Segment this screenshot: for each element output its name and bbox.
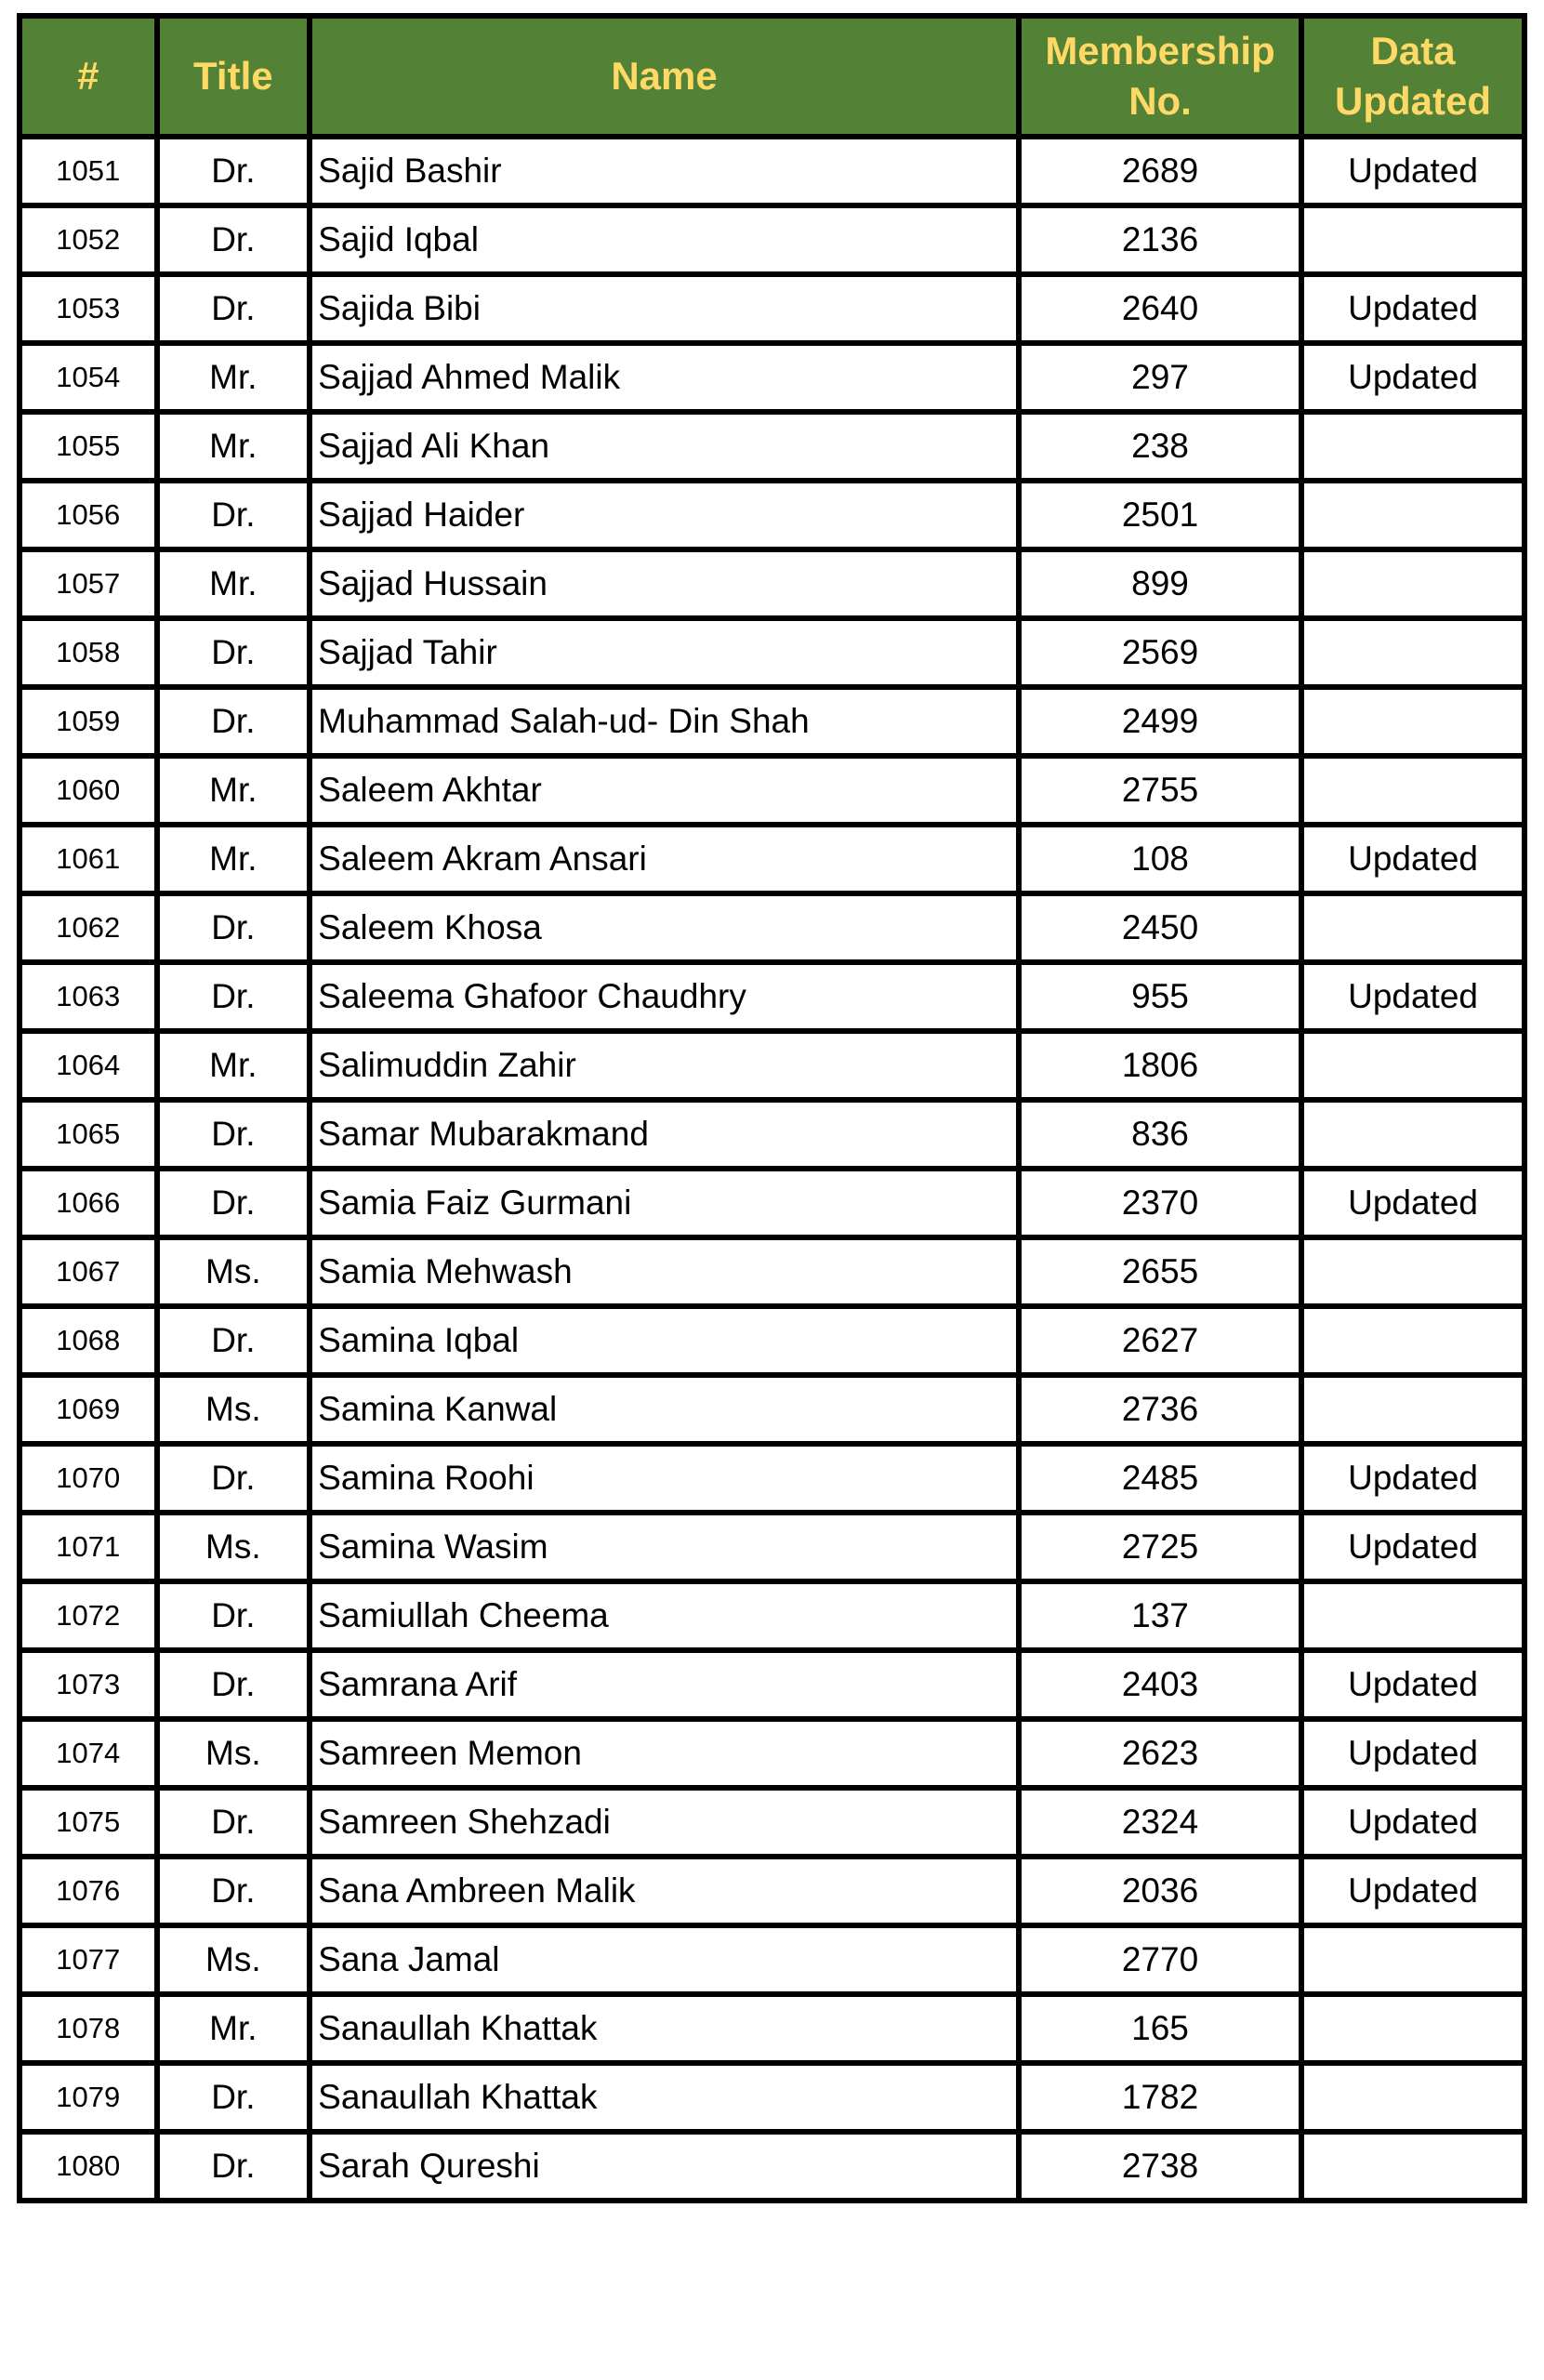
row-name: Samar Mubarakmand bbox=[310, 1100, 1019, 1169]
row-name: Salimuddin Zahir bbox=[310, 1031, 1019, 1100]
row-data-updated bbox=[1301, 1031, 1524, 1100]
row-name: Sana Jamal bbox=[310, 1925, 1019, 1994]
row-name: Sanaullah Khattak bbox=[310, 1994, 1019, 2063]
table-row bbox=[20, 687, 1524, 756]
row-data-updated: Updated bbox=[1301, 274, 1524, 343]
row-membership-no: 2485 bbox=[1019, 1444, 1301, 1513]
table-row bbox=[20, 137, 1524, 205]
row-data-updated bbox=[1301, 205, 1524, 274]
row-number: 1058 bbox=[20, 618, 157, 687]
table-row bbox=[20, 2063, 1524, 2132]
row-title: Ms. bbox=[157, 1375, 310, 1444]
header-title: Title bbox=[157, 16, 310, 137]
row-title: Mr. bbox=[157, 549, 310, 618]
row-title: Dr. bbox=[157, 1788, 310, 1857]
row-number: 1079 bbox=[20, 2063, 157, 2132]
row-membership-no: 2370 bbox=[1019, 1169, 1301, 1237]
row-title: Dr. bbox=[157, 618, 310, 687]
row-name: Sajid Bashir bbox=[310, 137, 1019, 205]
row-data-updated: Updated bbox=[1301, 1444, 1524, 1513]
membership-sheet bbox=[17, 13, 1527, 2203]
table-row bbox=[20, 205, 1524, 274]
table-row bbox=[20, 1237, 1524, 1306]
table-row bbox=[20, 1994, 1524, 2063]
row-number: 1057 bbox=[20, 549, 157, 618]
row-membership-no: 2499 bbox=[1019, 687, 1301, 756]
row-number: 1054 bbox=[20, 343, 157, 412]
table-row bbox=[20, 893, 1524, 962]
row-data-updated bbox=[1301, 756, 1524, 825]
row-name: Sanaullah Khattak bbox=[310, 2063, 1019, 2132]
row-number: 1051 bbox=[20, 137, 157, 205]
table-row bbox=[20, 1650, 1524, 1719]
header-membership-line2: No. bbox=[1128, 79, 1192, 123]
row-membership-no: 2738 bbox=[1019, 2132, 1301, 2201]
row-name: Saleem Akram Ansari bbox=[310, 825, 1019, 893]
row-number: 1077 bbox=[20, 1925, 157, 1994]
row-membership-no: 899 bbox=[1019, 549, 1301, 618]
table-row bbox=[20, 1169, 1524, 1237]
row-number: 1065 bbox=[20, 1100, 157, 1169]
row-number: 1062 bbox=[20, 893, 157, 962]
row-membership-no: 1782 bbox=[1019, 2063, 1301, 2132]
row-number: 1075 bbox=[20, 1788, 157, 1857]
row-membership-no: 238 bbox=[1019, 412, 1301, 481]
row-data-updated bbox=[1301, 481, 1524, 549]
row-membership-no: 2324 bbox=[1019, 1788, 1301, 1857]
row-name: Sajjad Ahmed Malik bbox=[310, 343, 1019, 412]
table-row bbox=[20, 1857, 1524, 1925]
row-membership-no: 2627 bbox=[1019, 1306, 1301, 1375]
row-number: 1053 bbox=[20, 274, 157, 343]
row-number: 1076 bbox=[20, 1857, 157, 1925]
row-name: Samiullah Cheema bbox=[310, 1581, 1019, 1650]
row-name: Saleem Akhtar bbox=[310, 756, 1019, 825]
row-title: Mr. bbox=[157, 1994, 310, 2063]
row-data-updated bbox=[1301, 1375, 1524, 1444]
row-membership-no: 2623 bbox=[1019, 1719, 1301, 1788]
row-title: Dr. bbox=[157, 1100, 310, 1169]
table-row bbox=[20, 1925, 1524, 1994]
row-title: Dr. bbox=[157, 1306, 310, 1375]
row-membership-no: 2770 bbox=[1019, 1925, 1301, 1994]
table-row bbox=[20, 2132, 1524, 2201]
row-name: Sarah Qureshi bbox=[310, 2132, 1019, 2201]
row-title: Dr. bbox=[157, 962, 310, 1031]
table-row bbox=[20, 1581, 1524, 1650]
row-number: 1071 bbox=[20, 1513, 157, 1581]
row-name: Samia Mehwash bbox=[310, 1237, 1019, 1306]
row-title: Dr. bbox=[157, 1857, 310, 1925]
row-membership-no: 2725 bbox=[1019, 1513, 1301, 1581]
row-membership-no: 2655 bbox=[1019, 1237, 1301, 1306]
row-name: Sajjad Hussain bbox=[310, 549, 1019, 618]
row-name: Samina Roohi bbox=[310, 1444, 1019, 1513]
row-membership-no: 2736 bbox=[1019, 1375, 1301, 1444]
row-name: Samreen Memon bbox=[310, 1719, 1019, 1788]
row-title: Dr. bbox=[157, 1444, 310, 1513]
table-row bbox=[20, 481, 1524, 549]
row-title: Ms. bbox=[157, 1237, 310, 1306]
header-name: Name bbox=[310, 16, 1019, 137]
row-title: Mr. bbox=[157, 825, 310, 893]
row-number: 1055 bbox=[20, 412, 157, 481]
row-title: Dr. bbox=[157, 137, 310, 205]
row-name: Saleem Khosa bbox=[310, 893, 1019, 962]
row-membership-no: 2136 bbox=[1019, 205, 1301, 274]
row-data-updated: Updated bbox=[1301, 343, 1524, 412]
table-row bbox=[20, 618, 1524, 687]
row-name: Samina Iqbal bbox=[310, 1306, 1019, 1375]
row-number: 1063 bbox=[20, 962, 157, 1031]
table-row bbox=[20, 962, 1524, 1031]
row-data-updated: Updated bbox=[1301, 825, 1524, 893]
row-number: 1069 bbox=[20, 1375, 157, 1444]
header-membership-no bbox=[1019, 16, 1301, 137]
header-row bbox=[20, 16, 1524, 137]
row-title: Dr. bbox=[157, 274, 310, 343]
table-row bbox=[20, 1031, 1524, 1100]
row-name: Samina Wasim bbox=[310, 1513, 1019, 1581]
table-row bbox=[20, 1788, 1524, 1857]
row-membership-no: 2640 bbox=[1019, 274, 1301, 343]
header-membership-line1: Membership bbox=[1045, 29, 1275, 73]
row-membership-no: 2036 bbox=[1019, 1857, 1301, 1925]
row-title: Dr. bbox=[157, 205, 310, 274]
table-row bbox=[20, 1513, 1524, 1581]
row-number: 1056 bbox=[20, 481, 157, 549]
header-updated-line2: Updated bbox=[1335, 79, 1492, 123]
row-data-updated bbox=[1301, 618, 1524, 687]
row-title: Dr. bbox=[157, 2132, 310, 2201]
row-number: 1059 bbox=[20, 687, 157, 756]
row-membership-no: 1806 bbox=[1019, 1031, 1301, 1100]
row-data-updated bbox=[1301, 1994, 1524, 2063]
row-data-updated bbox=[1301, 1100, 1524, 1169]
row-title: Dr. bbox=[157, 481, 310, 549]
row-number: 1064 bbox=[20, 1031, 157, 1100]
table-row bbox=[20, 1444, 1524, 1513]
table-row bbox=[20, 1306, 1524, 1375]
row-name: Samreen Shehzadi bbox=[310, 1788, 1019, 1857]
row-number: 1067 bbox=[20, 1237, 157, 1306]
row-membership-no: 2755 bbox=[1019, 756, 1301, 825]
row-title: Mr. bbox=[157, 1031, 310, 1100]
row-number: 1068 bbox=[20, 1306, 157, 1375]
row-data-updated: Updated bbox=[1301, 1719, 1524, 1788]
row-membership-no: 2501 bbox=[1019, 481, 1301, 549]
row-title: Mr. bbox=[157, 343, 310, 412]
row-number: 1070 bbox=[20, 1444, 157, 1513]
table-row bbox=[20, 825, 1524, 893]
row-number: 1072 bbox=[20, 1581, 157, 1650]
row-title: Mr. bbox=[157, 412, 310, 481]
row-name: Sana Ambreen Malik bbox=[310, 1857, 1019, 1925]
row-name: Samia Faiz Gurmani bbox=[310, 1169, 1019, 1237]
row-membership-no: 2403 bbox=[1019, 1650, 1301, 1719]
table-row bbox=[20, 756, 1524, 825]
row-data-updated: Updated bbox=[1301, 1650, 1524, 1719]
row-data-updated bbox=[1301, 2063, 1524, 2132]
row-number: 1060 bbox=[20, 756, 157, 825]
row-title: Dr. bbox=[157, 2063, 310, 2132]
row-membership-no: 2689 bbox=[1019, 137, 1301, 205]
row-title: Ms. bbox=[157, 1513, 310, 1581]
row-membership-no: 137 bbox=[1019, 1581, 1301, 1650]
row-number: 1080 bbox=[20, 2132, 157, 2201]
row-title: Dr. bbox=[157, 893, 310, 962]
row-title: Ms. bbox=[157, 1925, 310, 1994]
row-membership-no: 955 bbox=[1019, 962, 1301, 1031]
row-data-updated bbox=[1301, 1237, 1524, 1306]
row-name: Sajjad Tahir bbox=[310, 618, 1019, 687]
table-row bbox=[20, 274, 1524, 343]
header-number: # bbox=[20, 16, 157, 137]
row-name: Sajid Iqbal bbox=[310, 205, 1019, 274]
row-title: Dr. bbox=[157, 1650, 310, 1719]
table-row bbox=[20, 1719, 1524, 1788]
row-name: Muhammad Salah-ud- Din Shah bbox=[310, 687, 1019, 756]
row-data-updated bbox=[1301, 549, 1524, 618]
row-data-updated: Updated bbox=[1301, 1788, 1524, 1857]
row-data-updated: Updated bbox=[1301, 1857, 1524, 1925]
table-row bbox=[20, 549, 1524, 618]
row-data-updated bbox=[1301, 1925, 1524, 1994]
row-title: Mr. bbox=[157, 756, 310, 825]
row-membership-no: 2569 bbox=[1019, 618, 1301, 687]
table-row bbox=[20, 343, 1524, 412]
row-data-updated bbox=[1301, 2132, 1524, 2201]
row-data-updated bbox=[1301, 687, 1524, 756]
row-membership-no: 165 bbox=[1019, 1994, 1301, 2063]
row-data-updated: Updated bbox=[1301, 137, 1524, 205]
row-membership-no: 297 bbox=[1019, 343, 1301, 412]
row-title: Dr. bbox=[157, 1581, 310, 1650]
row-data-updated bbox=[1301, 1306, 1524, 1375]
row-membership-no: 2450 bbox=[1019, 893, 1301, 962]
row-data-updated bbox=[1301, 893, 1524, 962]
table-row bbox=[20, 1375, 1524, 1444]
row-title: Ms. bbox=[157, 1719, 310, 1788]
row-membership-no: 836 bbox=[1019, 1100, 1301, 1169]
row-number: 1052 bbox=[20, 205, 157, 274]
row-name: Samrana Arif bbox=[310, 1650, 1019, 1719]
row-data-updated bbox=[1301, 1581, 1524, 1650]
row-number: 1073 bbox=[20, 1650, 157, 1719]
row-name: Sajjad Ali Khan bbox=[310, 412, 1019, 481]
row-data-updated: Updated bbox=[1301, 962, 1524, 1031]
header-data-updated bbox=[1301, 16, 1524, 137]
membership-table bbox=[17, 13, 1527, 2203]
row-number: 1061 bbox=[20, 825, 157, 893]
row-data-updated bbox=[1301, 412, 1524, 481]
header-updated-line1: Data bbox=[1370, 29, 1456, 73]
row-title: Dr. bbox=[157, 1169, 310, 1237]
row-data-updated: Updated bbox=[1301, 1169, 1524, 1237]
table-header bbox=[20, 16, 1524, 137]
row-data-updated: Updated bbox=[1301, 1513, 1524, 1581]
row-number: 1074 bbox=[20, 1719, 157, 1788]
table-row bbox=[20, 412, 1524, 481]
row-name: Sajjad Haider bbox=[310, 481, 1019, 549]
row-name: Samina Kanwal bbox=[310, 1375, 1019, 1444]
row-name: Saleema Ghafoor Chaudhry bbox=[310, 962, 1019, 1031]
row-name: Sajida Bibi bbox=[310, 274, 1019, 343]
row-number: 1066 bbox=[20, 1169, 157, 1237]
table-row bbox=[20, 1100, 1524, 1169]
table-body bbox=[20, 137, 1524, 2201]
row-number: 1078 bbox=[20, 1994, 157, 2063]
row-membership-no: 108 bbox=[1019, 825, 1301, 893]
row-title: Dr. bbox=[157, 687, 310, 756]
